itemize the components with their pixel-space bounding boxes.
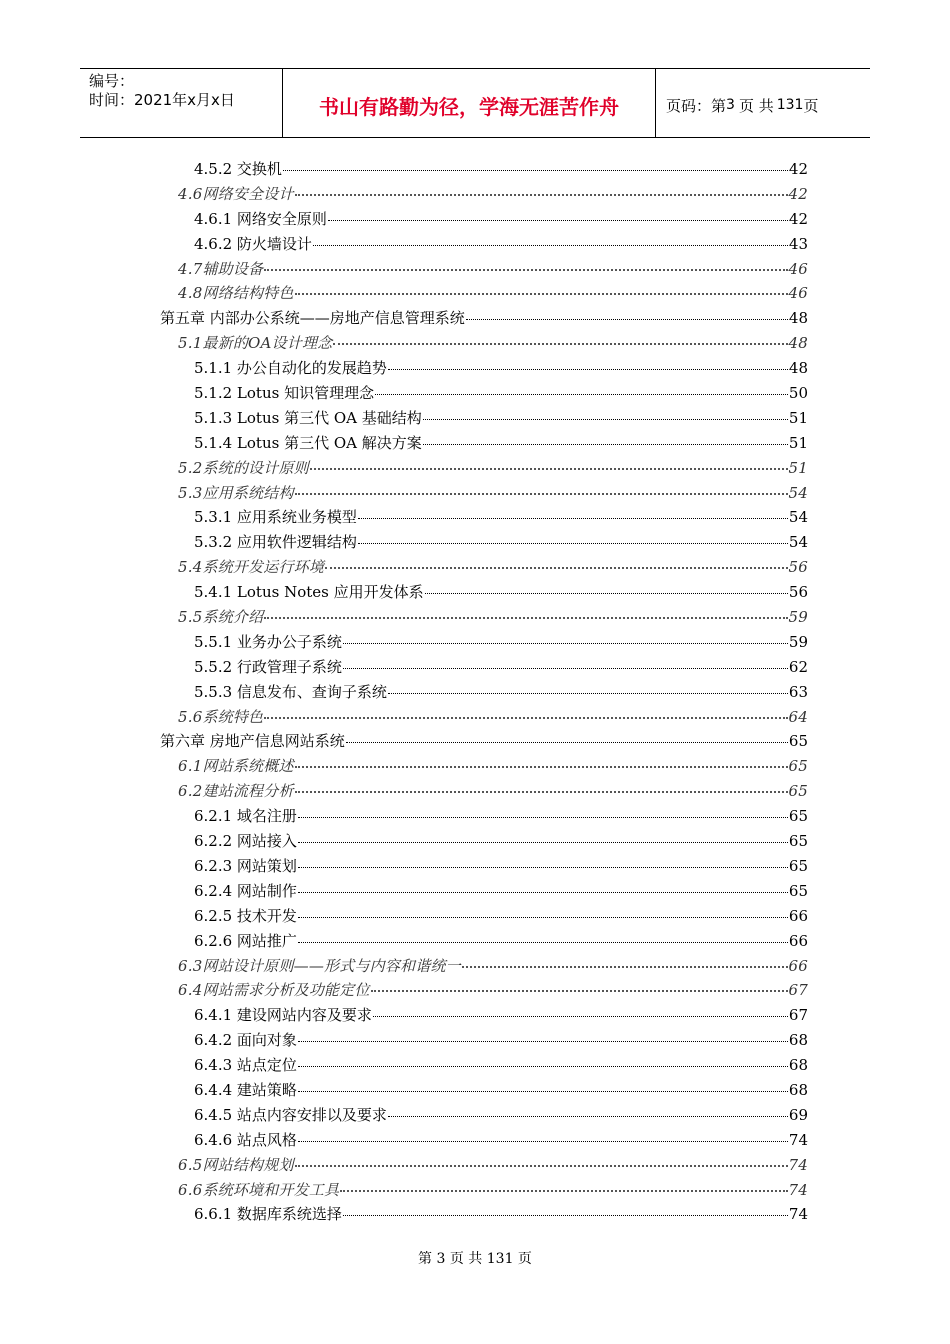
toc-dot-leader [313,245,788,246]
toc-dot-leader [388,369,788,370]
toc-entry-title: 6.4.1 建设网站内容及要求 [194,1006,372,1025]
toc-entry-page: 42 [788,209,808,228]
toc-entry-page: 65 [788,782,808,801]
toc-entry-page: 74 [788,1130,808,1149]
toc-entry-title: 5.1.4 Lotus 第三代 OA 解决方案 [194,433,422,452]
toc-dot-leader [298,917,788,918]
toc-entry[interactable] [160,706,808,731]
toc-entry-title: 5.3.1 应用系统业务模型 [194,508,357,527]
toc-dot-leader [298,1091,788,1092]
toc-entry-page: 48 [788,359,808,378]
toc-dot-leader [343,1215,788,1216]
toc-entry[interactable] [160,955,808,980]
toc-entry-title: 5.1最新的OA设计理念 [178,334,333,353]
toc-entry[interactable] [160,905,808,930]
toc-entry-page: 67 [788,1006,808,1025]
toc-dot-leader [264,717,787,719]
toc-entry-page: 43 [788,234,808,253]
toc-entry-title: 6.5网站结构规划 [178,1155,294,1174]
page-mid: 页 共 [738,96,774,115]
toc-entry-page: 74 [788,1205,808,1224]
toc-entry-page: 54 [788,483,808,502]
toc-entry[interactable] [160,457,808,482]
toc-dot-leader [298,1066,788,1067]
toc-entry[interactable] [160,1004,808,1029]
header-code-label: 编号： [89,72,135,90]
toc-dot-leader [328,220,788,221]
toc-entry-title: 6.6.1 数据库系统选择 [194,1205,342,1224]
toc-entry[interactable] [160,158,808,183]
toc-entry-title: 4.6.2 防火墙设计 [194,234,312,253]
toc-entry-title: 第六章 房地产信息网站系统 [160,732,345,751]
toc-entry-title: 5.5.2 行政管理子系统 [194,657,342,676]
toc-entry[interactable] [160,531,808,556]
toc-entry-title: 6.4网站需求分析及功能定位 [178,981,370,1000]
toc-entry[interactable] [160,282,808,307]
toc-entry-page: 54 [788,533,808,552]
toc-entry-page: 65 [788,881,808,900]
toc-entry[interactable] [160,581,808,606]
toc-entry-title: 6.2.1 域名注册 [194,807,297,826]
toc-entry-page: 65 [788,757,808,776]
toc-entry-page: 59 [788,608,808,627]
toc-dot-leader [388,693,788,694]
toc-entry-page: 74 [788,1180,808,1199]
toc-entry-page: 68 [788,1080,808,1099]
toc-entry-title: 5.5.1 业务办公子系统 [194,632,342,651]
toc-entry-page: 51 [788,433,808,452]
toc-dot-leader [295,293,788,295]
toc-entry-title: 6.6系统环境和开发工具 [178,1180,340,1199]
toc-dot-leader [358,543,788,544]
toc-entry-page: 46 [788,259,808,278]
toc-entry-title: 5.1.2 Lotus 知识管理理念 [194,384,375,403]
toc-entry-title: 6.4.6 站点风格 [194,1130,297,1149]
toc-entry[interactable] [160,656,808,681]
toc-entry-title: 6.2.3 网站策划 [194,856,297,875]
toc-entry-title: 6.3网站设计原则——形式与内容和谐统一 [178,956,461,975]
toc-dot-leader [423,444,788,445]
toc-entry-page: 74 [788,1155,808,1174]
toc-dot-leader [388,1116,788,1117]
toc-entry[interactable] [160,332,808,357]
toc-entry[interactable] [160,258,808,283]
toc-dot-leader [298,942,788,943]
toc-entry[interactable] [160,730,808,755]
toc-entry[interactable] [160,1203,808,1228]
toc-dot-leader [295,493,788,495]
toc-dot-leader [425,593,788,594]
toc-entry-title: 6.2.2 网站接入 [194,832,297,851]
toc-entry-page: 50 [788,384,808,403]
toc-entry-page: 46 [788,284,808,303]
toc-entry[interactable] [160,506,808,531]
page-prefix: 页码：第 [666,96,727,115]
toc-entry-title: 6.4.2 面向对象 [194,1031,297,1050]
page-suffix: 页 [803,96,819,115]
header-page-number [656,69,870,137]
toc-dot-leader [375,394,788,395]
toc-dot-leader [343,668,788,669]
toc-dot-leader [264,269,787,271]
toc-entry-title: 6.4.5 站点内容安排以及要求 [194,1105,387,1124]
toc-entry[interactable] [160,1104,808,1129]
toc-entry[interactable] [160,183,808,208]
toc-entry-page: 42 [788,160,808,178]
toc-dot-leader [298,842,788,843]
toc-dot-leader [298,892,788,893]
toc-entry-title: 4.6网络安全设计 [178,184,294,203]
toc-entry-page: 65 [788,856,808,875]
toc-entry-title: 6.4.3 站点定位 [194,1056,297,1075]
page-header [80,68,870,138]
toc-entry[interactable] [160,855,808,880]
toc-dot-leader [295,1165,788,1167]
toc-dot-leader [298,1141,788,1142]
toc-entry-page: 66 [788,931,808,950]
toc-dot-leader [423,419,788,420]
toc-entry-title: 5.2系统的设计原则 [178,458,309,477]
toc-dot-leader [371,990,788,992]
toc-entry-page: 54 [788,508,808,527]
toc-entry-title: 5.3.2 应用软件逻辑结构 [194,533,357,552]
toc-entry-page: 68 [788,1031,808,1050]
toc-entry-page: 56 [788,558,808,577]
toc-entry[interactable] [160,979,808,1004]
toc-dot-leader [295,194,788,196]
toc-entry-page: 51 [788,458,808,477]
toc-entry-page: 51 [788,408,808,427]
header-motto: 书山有路勤为径，学海无涯苦作舟 [283,69,656,137]
header-info [80,69,283,137]
toc-entry-page: 65 [788,807,808,826]
toc-entry-page: 66 [788,956,808,975]
toc-entry-page: 65 [788,732,808,751]
toc-dot-leader [358,518,788,519]
toc-entry[interactable] [160,382,808,407]
toc-entry[interactable] [160,606,808,631]
toc-entry[interactable] [160,556,808,581]
toc-entry-title: 5.3应用系统结构 [178,483,294,502]
page-current: 3 [726,97,735,113]
toc-dot-leader [298,867,788,868]
toc-dot-leader [343,643,788,644]
toc-dot-leader [466,319,788,320]
toc-entry-page: 62 [788,657,808,676]
header-date: 时间：2021年x月x日 [89,91,235,109]
toc-entry-title: 4.7辅助设备 [178,259,264,278]
toc-entry-page: 48 [788,309,808,328]
toc-entry-page: 42 [788,184,808,203]
toc-entry-title: 5.4.1 Lotus Notes 应用开发体系 [194,583,424,602]
toc-entry-title: 5.6系统特色 [178,707,264,726]
toc-entry-page: 48 [788,334,808,353]
toc-dot-leader [310,468,788,470]
toc-dot-leader [333,343,787,345]
toc-entry-page: 68 [788,1056,808,1075]
toc-dot-leader [298,1041,788,1042]
toc-dot-leader [298,817,788,818]
toc-entry-title: 6.4.4 建站策略 [194,1080,297,1099]
toc-entry[interactable] [160,208,808,233]
toc-entry[interactable] [160,407,808,432]
toc-entry[interactable] [160,805,808,830]
toc-entry-title: 5.1.3 Lotus 第三代 OA 基础结构 [194,408,422,427]
toc-entry-title: 6.2.6 网站推广 [194,931,297,950]
toc-entry[interactable] [160,631,808,656]
toc-entry[interactable] [160,1154,808,1179]
toc-entry[interactable] [160,1029,808,1054]
toc-entry-page: 56 [788,583,808,602]
toc-entry[interactable] [160,1129,808,1154]
toc-entry-page: 67 [788,981,808,1000]
toc-entry-title: 5.1.1 办公自动化的发展趋势 [194,359,387,378]
toc-entry-page: 69 [788,1105,808,1124]
toc-entry-title: 4.6.1 网络安全原则 [194,209,327,228]
page-footer: 第 3 页 共 131 页 [418,1251,532,1267]
toc-entry-page: 63 [788,682,808,701]
toc-dot-leader [283,170,788,171]
toc-entry-title: 4.5.2 交换机 [194,160,282,178]
toc-entry[interactable] [160,233,808,258]
toc-entry[interactable] [160,755,808,780]
toc-entry[interactable] [160,357,808,382]
toc-entry-page: 66 [788,906,808,925]
toc-entry-title: 5.5系统介绍 [178,608,264,627]
toc-dot-leader [295,791,788,793]
toc-entry[interactable] [160,780,808,805]
toc-entry-page: 64 [788,707,808,726]
toc-entry-title: 6.1网站系统概述 [178,757,294,776]
toc-entry[interactable] [160,930,808,955]
toc-entry-page: 59 [788,632,808,651]
toc-entry[interactable] [160,482,808,507]
toc-entry[interactable] [160,1179,808,1204]
toc-entry-title: 6.2.4 网站制作 [194,881,297,900]
toc-entry-title: 6.2建站流程分析 [178,782,294,801]
toc-dot-leader [325,567,787,569]
toc-entry[interactable] [160,307,808,332]
toc-entry[interactable] [160,681,808,706]
page-total: 131 [776,97,804,113]
toc-dot-leader [462,966,788,968]
toc-entry-title: 4.8网络结构特色 [178,284,294,303]
table-of-contents [160,158,808,1228]
toc-entry[interactable] [160,880,808,905]
toc-entry-page: 65 [788,832,808,851]
toc-entry-title: 6.2.5 技术开发 [194,906,297,925]
toc-entry[interactable] [160,1079,808,1104]
toc-entry-title: 5.5.3 信息发布、查询子系统 [194,682,387,701]
toc-entry-title: 第五章 内部办公系统——房地产信息管理系统 [160,309,465,328]
toc-dot-leader [373,1016,788,1017]
toc-dot-leader [346,742,788,743]
toc-entry[interactable] [160,1054,808,1079]
toc-dot-leader [340,1190,787,1192]
toc-entry[interactable] [160,432,808,457]
toc-entry-title: 5.4系统开发运行环境 [178,558,325,577]
toc-entry[interactable] [160,830,808,855]
toc-dot-leader [264,617,787,619]
toc-dot-leader [295,766,788,768]
